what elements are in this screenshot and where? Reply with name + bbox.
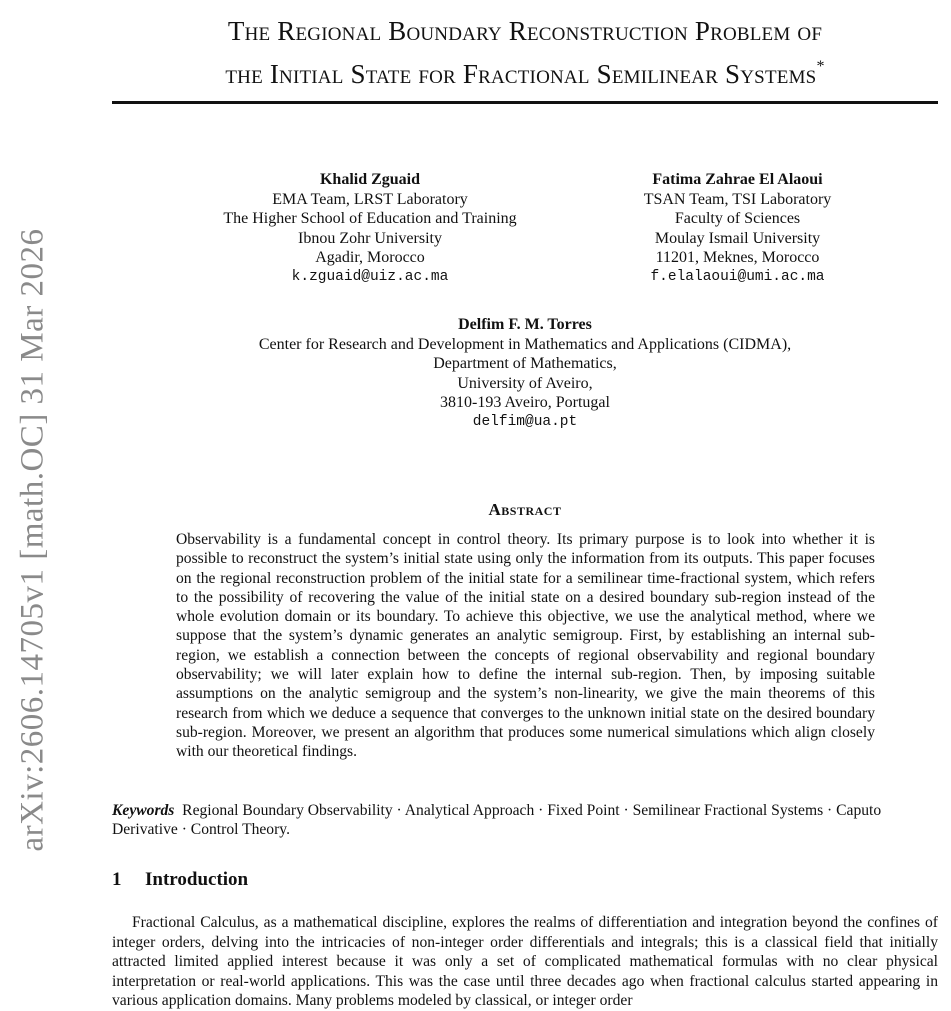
- author-name: Fatima Zahrae El Alaoui: [652, 171, 823, 188]
- author-name: Delfim F. M. Torres: [458, 316, 592, 333]
- author-email[interactable]: f.elalaoui@umi.ac.ma: [650, 268, 825, 285]
- section-title: Introduction: [145, 869, 249, 890]
- author-block-3: [175, 315, 875, 432]
- author-block-1: [190, 170, 550, 287]
- author-affiliation-line: Moulay Ismail University: [654, 229, 821, 247]
- keywords-label: Keywords: [112, 802, 175, 819]
- author-affiliation-line: 3810-193 Aveiro, Portugal: [440, 394, 610, 411]
- title-line-1: The Regional Boundary Reconstruction Problem of: [227, 16, 823, 46]
- title-footnote-mark: *: [816, 58, 825, 75]
- author-block-2: [600, 170, 875, 287]
- introduction-paragraph: Fractional Calculus, as a mathematical discipline, explores the realms of differentiation and integration beyond the confines of integer orders, delving into the intricacies of non-integer order differentials and integrals; this is a classical field that initially attracted limited applied interest because it was only a set of complicated mathematical formulas with no clear physical interpretation or real-world applications. This was the case until three decades ago when fractional calculus started appearing in various application domains. Many problems modeled by classical, or integer order: [112, 914, 938, 1009]
- title-rule: [112, 101, 938, 104]
- arxiv-identifier: arXiv:2606.14705v1 [math.OC] 31 Mar 2026: [14, 228, 51, 852]
- abstract-heading: Abstract: [488, 500, 562, 519]
- author-affiliation-line: Agadir, Morocco: [315, 249, 425, 266]
- author-affiliation-line: TSAN Team, TSI Laboratory: [643, 190, 832, 208]
- keywords: [112, 801, 938, 840]
- author-affiliation-line: Department of Mathematics,: [433, 355, 617, 372]
- author-affiliation-line: The Higher School of Education and Training: [223, 210, 517, 227]
- author-affiliation-line: University of Aveiro,: [457, 374, 593, 392]
- author-affiliation-line: Faculty of Sciences: [674, 210, 801, 227]
- author-name: Khalid Zguaid: [319, 171, 421, 188]
- author-affiliation-line: Center for Research and Development in Mathematics and Applications (CIDMA),: [258, 335, 792, 353]
- author-affiliation-line: EMA Team, LRST Laboratory: [272, 190, 468, 208]
- author-affiliation-line: Ibnou Zohr University: [298, 229, 442, 247]
- author-affiliation-line: 11201, Meknes, Morocco: [655, 249, 820, 266]
- section-number: 1: [112, 869, 122, 890]
- keywords-text: Regional Boundary Observability · Analytical Approach · Fixed Point · Semilinear Fractional Systems · Caputo Derivative · Control Theory.: [112, 802, 882, 839]
- title-line-2: [112, 49, 938, 92]
- section-heading-introduction: [112, 869, 248, 891]
- abstract-text: Observability is a fundamental concept in control theory. Its primary purpose is to look into whether it is possible to reconstruct the system’s initial state using only the information from its outputs. This paper focuses on the regional reconstruction problem of the initial state for a semilinear time-fractional system, which refers to the possibility of recovering the value of the initial state on a desired boundary sub-region instead of the whole evolution domain or its boundary. To achieve this objective, we use the analytical method, where we suppose that the system’s dynamic generates an analytic semigroup. First, by establishing an internal sub-region, we establish a connection between the concepts of regional observability and regional boundary observability; we will later explain how to define the internal sub-region. Then, by imposing suitable assumptions on the analytic semigroup and the system’s non-linearity, we give the main theorems of this research from which we deduce a sequence that converges to the unknown initial state on the desired boundary sub-region. Moreover, we present an algorithm that produces some numerical simulations which align closely with our theoretical findings.: [176, 531, 875, 761]
- title-line-2-text: the Initial State for Fractional Semilinear Systems: [225, 59, 817, 89]
- paper-title: [112, 14, 938, 92]
- author-email[interactable]: k.zguaid@uiz.ac.ma: [291, 268, 449, 285]
- author-email[interactable]: delfim@ua.pt: [472, 413, 578, 430]
